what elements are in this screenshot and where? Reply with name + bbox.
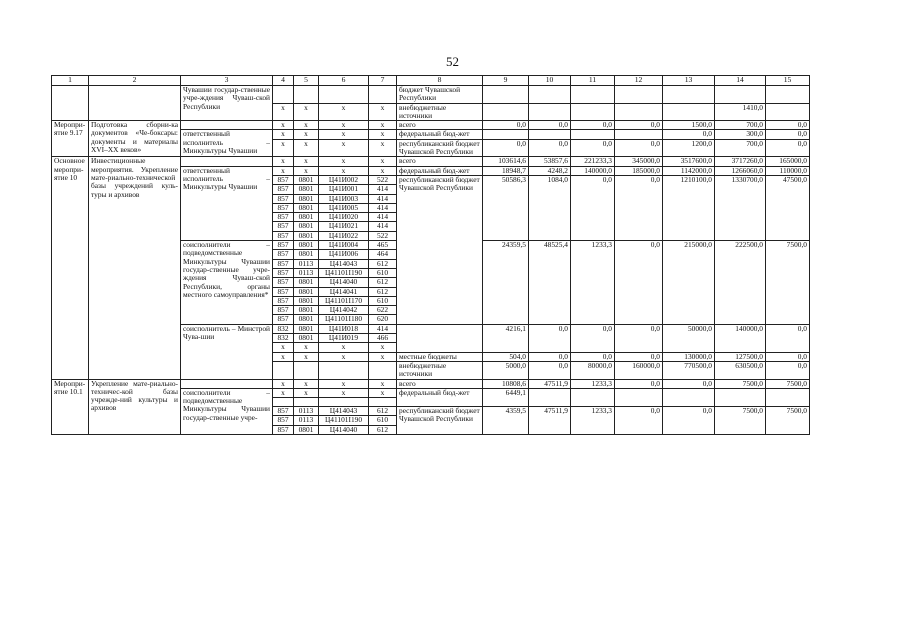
empty-cell xyxy=(615,130,663,139)
source-cell: республиканский бюджет Чувашской Республики xyxy=(397,175,483,324)
value-cell: 0,0 xyxy=(766,352,810,361)
value-cell: 130000,0 xyxy=(663,352,715,361)
value-cell: 185000,0 xyxy=(615,166,663,175)
x-cell: х xyxy=(369,130,397,139)
source-cell: всего xyxy=(397,157,483,166)
value-cell: 0,0 xyxy=(615,139,663,157)
value-cell: 0,0 xyxy=(615,121,663,130)
code-cell: 612 xyxy=(369,407,397,416)
code-cell: 610 xyxy=(369,268,397,277)
code-cell: 0801 xyxy=(294,278,319,287)
x-cell: х xyxy=(294,121,319,130)
table-row xyxy=(52,121,810,130)
code-cell: Ц41И018 xyxy=(319,324,369,333)
code-cell: 857 xyxy=(273,175,294,184)
header-row xyxy=(52,76,810,86)
value-cell: 160000,0 xyxy=(615,361,663,379)
value-cell: 0,0 xyxy=(571,324,615,352)
value-cell: 3717260,0 xyxy=(715,157,766,166)
empty-cell xyxy=(571,130,615,139)
code-cell: 464 xyxy=(369,250,397,259)
table-row xyxy=(52,379,810,388)
code-cell: 0801 xyxy=(294,315,319,324)
event-title: Подготовка сборни-ка документов «Че-боксары: документы и материалы XVI–XX веков» xyxy=(89,121,181,157)
header-cell: 14 xyxy=(715,76,766,86)
code-cell: 0113 xyxy=(294,259,319,268)
empty-cell xyxy=(369,361,397,379)
code-cell: 0113 xyxy=(294,268,319,277)
code-cell: 832 xyxy=(273,324,294,333)
code-cell: 857 xyxy=(273,222,294,231)
empty-cell xyxy=(615,86,663,104)
code-cell: 0801 xyxy=(294,425,319,434)
empty-cell xyxy=(319,398,369,407)
value-cell: 1200,0 xyxy=(663,139,715,157)
code-cell: 857 xyxy=(273,268,294,277)
x-cell: х xyxy=(319,139,369,157)
code-cell: 414 xyxy=(369,324,397,333)
value-cell: 0,0 xyxy=(663,407,715,435)
code-cell: 612 xyxy=(369,425,397,434)
x-cell: х xyxy=(319,157,369,166)
code-cell: 0801 xyxy=(294,185,319,194)
value-cell: 0,0 xyxy=(766,121,810,130)
page-number: 52 xyxy=(446,54,459,69)
value-cell: 18948,7 xyxy=(483,166,529,175)
empty-cell xyxy=(529,103,571,121)
empty-cell xyxy=(663,388,715,406)
x-cell: х xyxy=(369,157,397,166)
value-cell: 47500,0 xyxy=(766,175,810,240)
empty-cell xyxy=(615,388,663,406)
code-cell: 0113 xyxy=(294,407,319,416)
value-cell: 0,0 xyxy=(529,361,571,379)
code-cell: 466 xyxy=(369,334,397,343)
x-cell: х xyxy=(273,157,294,166)
value-cell: 50586,3 xyxy=(483,175,529,240)
x-cell: х xyxy=(294,130,319,139)
empty-cell xyxy=(571,388,615,406)
x-cell: х xyxy=(369,388,397,397)
value-cell: 770500,0 xyxy=(663,361,715,379)
x-cell: х xyxy=(319,352,369,361)
header-cell: 10 xyxy=(529,76,571,86)
text-cell: Чувашии государ-ственные учре-ждения Чуваш-ской Республики xyxy=(181,86,273,121)
code-cell: 612 xyxy=(369,278,397,287)
value-cell: 1410,0 xyxy=(715,103,766,121)
empty-cell xyxy=(483,86,529,104)
source-cell: внебюджетные источники xyxy=(397,361,483,379)
value-cell: 1233,3 xyxy=(571,407,615,435)
value-cell: 140000,0 xyxy=(715,324,766,352)
text-cell: соисполнитель – Минстрой Чува-шии xyxy=(181,324,273,379)
value-cell: 47511,9 xyxy=(529,379,571,388)
x-cell: х xyxy=(319,130,369,139)
x-cell: х xyxy=(294,343,319,352)
empty-cell xyxy=(273,398,294,407)
header-cell: 11 xyxy=(571,76,615,86)
value-cell: 0,0 xyxy=(615,241,663,325)
code-cell: Ц41И003 xyxy=(319,194,369,203)
header-cell: 12 xyxy=(615,76,663,86)
empty-cell xyxy=(294,361,319,379)
value-cell: 0,0 xyxy=(529,352,571,361)
empty-cell xyxy=(89,86,181,121)
value-cell: 0,0 xyxy=(615,407,663,435)
value-cell: 6449,1 xyxy=(483,388,529,406)
header-cell: 6 xyxy=(319,76,369,86)
source-cell: федеральный бюд-жет xyxy=(397,130,483,139)
text-cell: соисполнители – подведомственные Минкультуры Чувашии государ-ственные учре-ждения Чуваш-ской Республики, органы местного самоуправления* xyxy=(181,241,273,325)
empty-cell xyxy=(529,130,571,139)
code-cell: 0113 xyxy=(294,416,319,425)
empty-cell xyxy=(663,86,715,104)
value-cell: 3517600,0 xyxy=(663,157,715,166)
value-cell: 700,0 xyxy=(715,139,766,157)
value-cell: 0,0 xyxy=(571,175,615,240)
value-cell: 700,0 xyxy=(715,121,766,130)
code-cell: 620 xyxy=(369,315,397,324)
code-cell: 857 xyxy=(273,194,294,203)
empty-cell xyxy=(571,103,615,121)
x-cell: х xyxy=(319,103,369,121)
value-cell: 1233,3 xyxy=(571,379,615,388)
empty-cell xyxy=(571,86,615,104)
code-cell: Ц414041 xyxy=(319,287,369,296)
event-label: Основное меропри-ятие 10 xyxy=(52,157,89,379)
code-cell: 414 xyxy=(369,222,397,231)
code-cell: Ц414040 xyxy=(319,278,369,287)
x-cell: х xyxy=(273,103,294,121)
x-cell: х xyxy=(319,379,369,388)
value-cell: 0,0 xyxy=(766,139,810,157)
code-cell: 0801 xyxy=(294,231,319,240)
x-cell: х xyxy=(369,352,397,361)
x-cell: х xyxy=(319,121,369,130)
value-cell: 4248,2 xyxy=(529,166,571,175)
value-cell: 300,0 xyxy=(715,130,766,139)
x-cell: х xyxy=(294,139,319,157)
code-cell: 857 xyxy=(273,306,294,315)
code-cell: 414 xyxy=(369,213,397,222)
header-cell: 3 xyxy=(181,76,273,86)
value-cell: 215000,0 xyxy=(663,241,715,325)
source-cell: федеральный бюд-жет xyxy=(397,166,483,175)
value-cell: 53857,6 xyxy=(529,157,571,166)
event-label: Меропри-ятие 10.1 xyxy=(52,379,89,434)
x-cell: х xyxy=(273,388,294,397)
code-cell: 0801 xyxy=(294,194,319,203)
code-cell: 622 xyxy=(369,306,397,315)
value-cell: 50000,0 xyxy=(663,324,715,352)
code-cell: 857 xyxy=(273,278,294,287)
empty-cell xyxy=(397,324,483,352)
empty-cell xyxy=(483,130,529,139)
code-cell: 0801 xyxy=(294,222,319,231)
value-cell: 4216,1 xyxy=(483,324,529,352)
header-cell: 7 xyxy=(369,76,397,86)
value-cell: 80000,0 xyxy=(571,361,615,379)
x-cell: х xyxy=(273,379,294,388)
code-cell: Ц41И001 xyxy=(319,185,369,194)
empty-cell xyxy=(52,86,89,121)
x-cell: х xyxy=(294,379,319,388)
empty-cell xyxy=(766,86,810,104)
empty-cell xyxy=(615,103,663,121)
code-cell: 522 xyxy=(369,231,397,240)
value-cell: 1210100,0 xyxy=(663,175,715,240)
value-cell: 0,0 xyxy=(663,379,715,388)
x-cell: х xyxy=(273,352,294,361)
code-cell: 857 xyxy=(273,213,294,222)
code-cell: 414 xyxy=(369,185,397,194)
code-cell: Ц41И002 xyxy=(319,175,369,184)
text-cell: ответственный исполнитель – Минкультуры Чувашии xyxy=(181,166,273,240)
value-cell: 504,0 xyxy=(483,352,529,361)
code-cell: 0801 xyxy=(294,324,319,333)
value-cell: 0,0 xyxy=(483,139,529,157)
value-cell: 1233,3 xyxy=(571,241,615,325)
value-cell: 1500,0 xyxy=(663,121,715,130)
code-cell: 0801 xyxy=(294,241,319,250)
value-cell: 1266060,0 xyxy=(715,166,766,175)
value-cell: 1330700,0 xyxy=(715,175,766,240)
x-cell: х xyxy=(369,166,397,175)
source-cell: федеральный бюд-жет xyxy=(397,388,483,406)
code-cell: Ц41101I180 xyxy=(319,315,369,324)
table-row xyxy=(52,157,810,166)
value-cell: 221233,3 xyxy=(571,157,615,166)
value-cell: 222500,0 xyxy=(715,241,766,325)
value-cell: 0,0 xyxy=(615,324,663,352)
value-cell: 110000,0 xyxy=(766,166,810,175)
value-cell: 0,0 xyxy=(615,175,663,240)
empty-cell xyxy=(369,398,397,407)
code-cell: Ц41И005 xyxy=(319,203,369,212)
value-cell: 1084,0 xyxy=(529,175,571,240)
source-cell: внебюджетные источники xyxy=(397,103,483,121)
empty-cell xyxy=(181,121,273,130)
code-cell: Ц41И006 xyxy=(319,250,369,259)
code-cell: Ц41101I190 xyxy=(319,268,369,277)
x-cell: х xyxy=(294,166,319,175)
header-cell: 4 xyxy=(273,76,294,86)
value-cell: 345000,0 xyxy=(615,157,663,166)
value-cell: 5000,0 xyxy=(483,361,529,379)
value-cell: 47511,9 xyxy=(529,407,571,435)
header-cell: 2 xyxy=(89,76,181,86)
x-cell: х xyxy=(294,103,319,121)
code-cell: 612 xyxy=(369,287,397,296)
value-cell: 630500,0 xyxy=(715,361,766,379)
value-cell: 0,0 xyxy=(571,352,615,361)
event-label: Меропри-ятие 9.17 xyxy=(52,121,89,157)
code-cell: 414 xyxy=(369,203,397,212)
value-cell: 7500,0 xyxy=(766,407,810,435)
value-cell: 0,0 xyxy=(615,352,663,361)
code-cell: 522 xyxy=(369,175,397,184)
value-cell: 7500,0 xyxy=(715,379,766,388)
empty-cell xyxy=(273,86,294,104)
value-cell: 7500,0 xyxy=(715,407,766,435)
x-cell: х xyxy=(273,343,294,352)
event-title: Укрепление мате-риально-техничес-кой базы учрежде-ний культуры и архивов xyxy=(89,379,181,434)
value-cell: 1142000,0 xyxy=(663,166,715,175)
value-cell: 0,0 xyxy=(571,139,615,157)
code-cell: 857 xyxy=(273,203,294,212)
code-cell: 857 xyxy=(273,241,294,250)
value-cell: 0,0 xyxy=(529,121,571,130)
value-cell: 48525,4 xyxy=(529,241,571,325)
source-cell: местные бюджеты xyxy=(397,352,483,361)
code-cell: 0801 xyxy=(294,287,319,296)
empty-cell xyxy=(181,379,273,388)
value-cell: 0,0 xyxy=(663,130,715,139)
value-cell: 0,0 xyxy=(529,139,571,157)
empty-cell xyxy=(369,86,397,104)
x-cell: х xyxy=(273,130,294,139)
empty-cell xyxy=(319,361,369,379)
value-cell: 165000,0 xyxy=(766,157,810,166)
empty-cell xyxy=(766,103,810,121)
header-cell: 1 xyxy=(52,76,89,86)
value-cell: 0,0 xyxy=(766,130,810,139)
header-cell: 15 xyxy=(766,76,810,86)
empty-cell xyxy=(715,86,766,104)
code-cell: 857 xyxy=(273,425,294,434)
value-cell: 0,0 xyxy=(766,361,810,379)
value-cell: 103614,6 xyxy=(483,157,529,166)
code-cell: 857 xyxy=(273,259,294,268)
text-cell: ответственный исполнитель – Минкультуры Чувашии xyxy=(181,130,273,157)
value-cell: 7500,0 xyxy=(766,241,810,325)
header-cell: 5 xyxy=(294,76,319,86)
value-cell: 7500,0 xyxy=(766,379,810,388)
code-cell: 0801 xyxy=(294,213,319,222)
x-cell: х xyxy=(369,103,397,121)
code-cell: Ц414043 xyxy=(319,259,369,268)
empty-cell xyxy=(483,103,529,121)
text-cell: соисполнители – подведомственные Минкультуры Чувашии государ-ственные учре- xyxy=(181,388,273,434)
code-cell: 0801 xyxy=(294,306,319,315)
code-cell: 0801 xyxy=(294,334,319,343)
x-cell: х xyxy=(369,139,397,157)
empty-cell xyxy=(294,398,319,407)
code-cell: Ц41И004 xyxy=(319,241,369,250)
source-cell: республиканский бюджет Чувашской Республики xyxy=(397,139,483,157)
source-cell: всего xyxy=(397,121,483,130)
value-cell: 0,0 xyxy=(615,379,663,388)
code-cell: 610 xyxy=(369,416,397,425)
code-cell: Ц414040 xyxy=(319,425,369,434)
event-title: Инвестиционные мероприятия. Укрепление мате-риально-технической базы учреждений куль-туры и архивов xyxy=(89,157,181,379)
budget-table xyxy=(51,75,810,435)
x-cell: х xyxy=(369,121,397,130)
code-cell: Ц41101I190 xyxy=(319,416,369,425)
code-cell: Ц414043 xyxy=(319,407,369,416)
empty-cell xyxy=(663,103,715,121)
code-cell: Ц41И019 xyxy=(319,334,369,343)
empty-cell xyxy=(319,86,369,104)
code-cell: Ц41И022 xyxy=(319,231,369,240)
code-cell: 610 xyxy=(369,296,397,305)
code-cell: 0801 xyxy=(294,175,319,184)
code-cell: 857 xyxy=(273,296,294,305)
x-cell: х xyxy=(319,388,369,397)
code-cell: 857 xyxy=(273,315,294,324)
x-cell: х xyxy=(319,166,369,175)
empty-cell xyxy=(181,157,273,166)
code-cell: 857 xyxy=(273,416,294,425)
x-cell: х xyxy=(273,166,294,175)
value-cell: 0,0 xyxy=(571,121,615,130)
code-cell: 465 xyxy=(369,241,397,250)
empty-cell xyxy=(529,388,571,406)
header-cell: 13 xyxy=(663,76,715,86)
table-row xyxy=(52,86,810,104)
x-cell: х xyxy=(369,343,397,352)
code-cell: 414 xyxy=(369,194,397,203)
value-cell: 10808,6 xyxy=(483,379,529,388)
empty-cell xyxy=(766,388,810,406)
empty-cell xyxy=(273,361,294,379)
value-cell: 127500,0 xyxy=(715,352,766,361)
header-cell: 8 xyxy=(397,76,483,86)
code-cell: 0801 xyxy=(294,203,319,212)
value-cell: 140000,0 xyxy=(571,166,615,175)
empty-cell xyxy=(294,86,319,104)
code-cell: 832 xyxy=(273,334,294,343)
code-cell: 0801 xyxy=(294,250,319,259)
empty-cell xyxy=(529,86,571,104)
value-cell: 4359,5 xyxy=(483,407,529,435)
header-cell: 9 xyxy=(483,76,529,86)
code-cell: 857 xyxy=(273,287,294,296)
x-cell: х xyxy=(294,352,319,361)
x-cell: х xyxy=(294,157,319,166)
x-cell: х xyxy=(273,139,294,157)
x-cell: х xyxy=(369,379,397,388)
code-cell: 857 xyxy=(273,407,294,416)
value-cell: 0,0 xyxy=(483,121,529,130)
value-cell: 0,0 xyxy=(529,324,571,352)
source-cell: всего xyxy=(397,379,483,388)
empty-cell xyxy=(715,388,766,406)
code-cell: 857 xyxy=(273,250,294,259)
x-cell: х xyxy=(319,343,369,352)
source-cell: республиканский бюджет Чувашской Республики xyxy=(397,407,483,435)
code-cell: Ц414042 xyxy=(319,306,369,315)
code-cell: Ц41И021 xyxy=(319,222,369,231)
code-cell: 857 xyxy=(273,185,294,194)
source-cell: бюджет Чувашской Республики xyxy=(397,86,483,104)
code-cell: 612 xyxy=(369,259,397,268)
x-cell: х xyxy=(273,121,294,130)
value-cell: 0,0 xyxy=(766,324,810,352)
code-cell: Ц41И020 xyxy=(319,213,369,222)
value-cell: 24359,5 xyxy=(483,241,529,325)
code-cell: Ц41101I170 xyxy=(319,296,369,305)
x-cell: х xyxy=(294,388,319,397)
code-cell: 857 xyxy=(273,231,294,240)
code-cell: 0801 xyxy=(294,296,319,305)
